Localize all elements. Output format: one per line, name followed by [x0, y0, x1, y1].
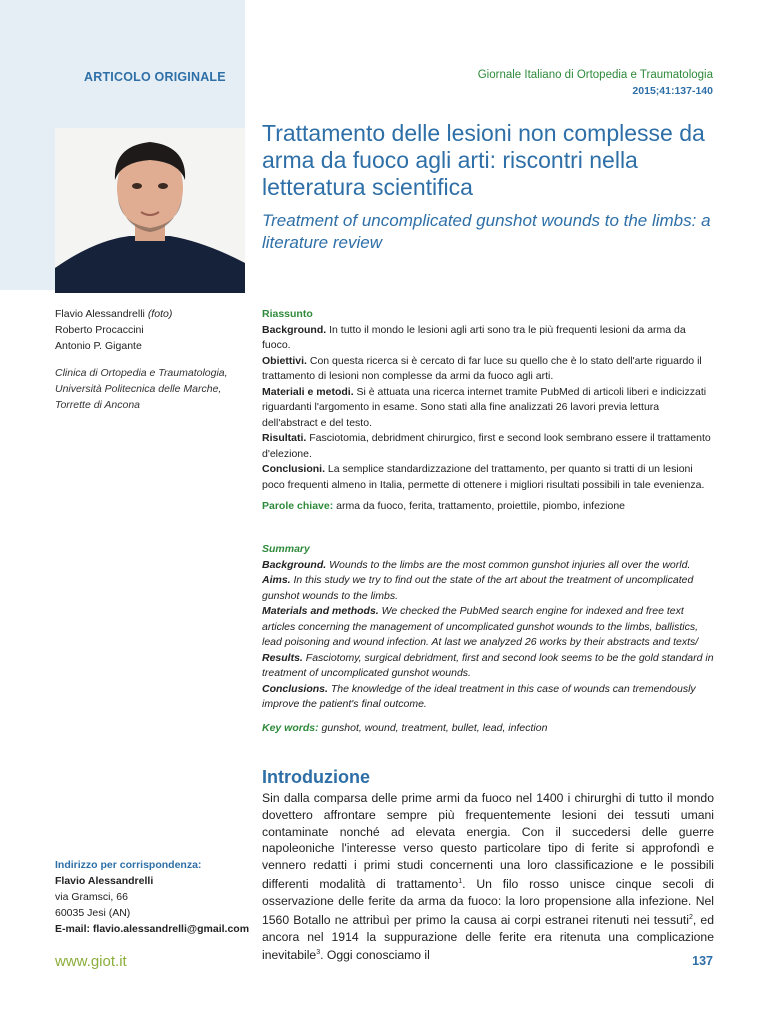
correspondence-name: Flavio Alessandrelli	[55, 875, 154, 887]
summary-results: Results. Fasciotomy, surgical debridment, first and second look seems to be the gold standard in treatment of uncomplicated gunshot wounds.	[262, 651, 714, 679]
key-words: Key words: gunshot, wound, treatment, bullet, lead, infection	[262, 721, 548, 734]
affiliation: Clinica di Ortopedia e Traumatologia, Università Politecnica delle Marche, Torrette di Ancona	[55, 367, 228, 411]
author-1: Flavio Alessandrelli (foto)	[55, 308, 173, 320]
riassunto-background: Background. In tutto il mondo le lesioni agli arti sono tra le più frequenti lesioni da arma da fuoco.	[262, 323, 686, 351]
journal-name: Giornale Italiano di Ortopedia e Traumatologia	[477, 69, 713, 81]
riassunto	[262, 307, 714, 515]
intro-heading: Introduzione	[262, 767, 370, 787]
riassunto-materiali: Materiali e metodi. Si è attuata una ricerca internet tramite PubMed di articoli liberi e indicizzati riguardanti l'argomento in esame. Sono stati alla fine analizzati 26 lavori previa lettura dell'abstract e del testo.	[262, 385, 707, 429]
correspondence-street: via Gramsci, 66	[55, 891, 128, 903]
correspondence-label: Indirizzo per corrispondenza:	[55, 859, 202, 871]
author-list	[55, 306, 245, 354]
summary-background: Background. Wounds to the limbs are the most common gunshot injuries all over the world.	[262, 558, 691, 571]
correspondence	[55, 857, 255, 937]
correspondence-email[interactable]: E-mail: flavio.alessandrelli@gmail.com	[55, 923, 250, 935]
riassunto-risultati: Risultati. Fasciotomia, debridment chirurgico, first e second look sembrano essere il trattamento d'elezione.	[262, 432, 711, 460]
footer-url-link[interactable]: www.giot.it	[55, 953, 127, 970]
summary-methods: Materials and methods. We checked the PubMed search engine for indexed and free text articles concerning the management of uncomplicated gunshot wounds to the limbs, ballistics, lead poisoning and wound infection. At last we analyzed 26 works by their abstracts and texts/	[262, 605, 699, 648]
correspondence-city: 60035 Jesi (AN)	[55, 907, 131, 919]
summary-conclusions: Conclusions. The knowledge of the ideal treatment in this case of wounds can tremendously improve the patient's final outcome.	[262, 682, 696, 710]
article-subtitle: Treatment of uncomplicated gunshot wounds to the limbs: a literature review	[262, 211, 711, 252]
riassunto-obiettivi: Obiettivi. Con questa ricerca si è cercato di far luce su quello che è lo stato dell'arte riguardo il trattamento di lesioni non complesse da armi da fuoco agli arti.	[262, 354, 702, 382]
riassunto-conclusioni: Conclusioni. La semplice standardizzazione del trattamento, per quanto si tratti di un lesioni poco frequenti almeno in Italia, permette di ottenere i migliori risultati possibili in tale evenienza.	[262, 463, 705, 491]
article-title: Trattamento delle lesioni non complesse da arma da fuoco agli arti: riscontri nella letteratura scientifica	[262, 120, 705, 200]
page-number: 137	[692, 954, 713, 968]
journal-issue: 2015;41:137-140	[632, 85, 713, 97]
summary	[262, 542, 714, 736]
parole-chiave: Parole chiave: arma da fuoco, ferita, trattamento, proiettile, piombo, infezione	[262, 500, 626, 512]
summary-aims: Aims. In this study we try to find out the state of the art about the treatment of uncomplicated gunshot wounds to the limbs.	[262, 574, 694, 602]
author-photo	[55, 128, 245, 293]
section-label: ARTICOLO ORIGINALE	[84, 70, 226, 84]
summary-heading: Summary	[262, 543, 310, 555]
author-2: Roberto Procaccini	[55, 324, 144, 336]
intro-paragraph: Sin dalla comparsa delle prime armi da fuoco nel 1400 i chirurghi di tutto il mondo dovettero affrontare sempre più frequentemente lesioni dei tessuti umani contaminate nonché ad elevata energia. Con il succedersi delle guerre napoleoniche l'interesse verso questo particolare tipo di ferite si approfondì e vennero redatti i primi studi concernenti una loro classificazione e le possibili differenti modalità di trattamento$^1$. Un filo rosso unisce cinque secoli di osservazione delle ferite da arma da fuoco: la loro propensione alla infezione. Nel 1560 Botallo ne attribuì per primo la causa ai corpi estranei ritenuti nei tessuti$^2$, ed ancora nel 1914 la suppurazione delle ferite era ritenuta una complicazione inevitabile$^3$. Oggi conosciamo il	[262, 791, 714, 963]
riassunto-heading: Riassunto	[262, 308, 313, 320]
author-3: Antonio P. Gigante	[55, 340, 142, 352]
